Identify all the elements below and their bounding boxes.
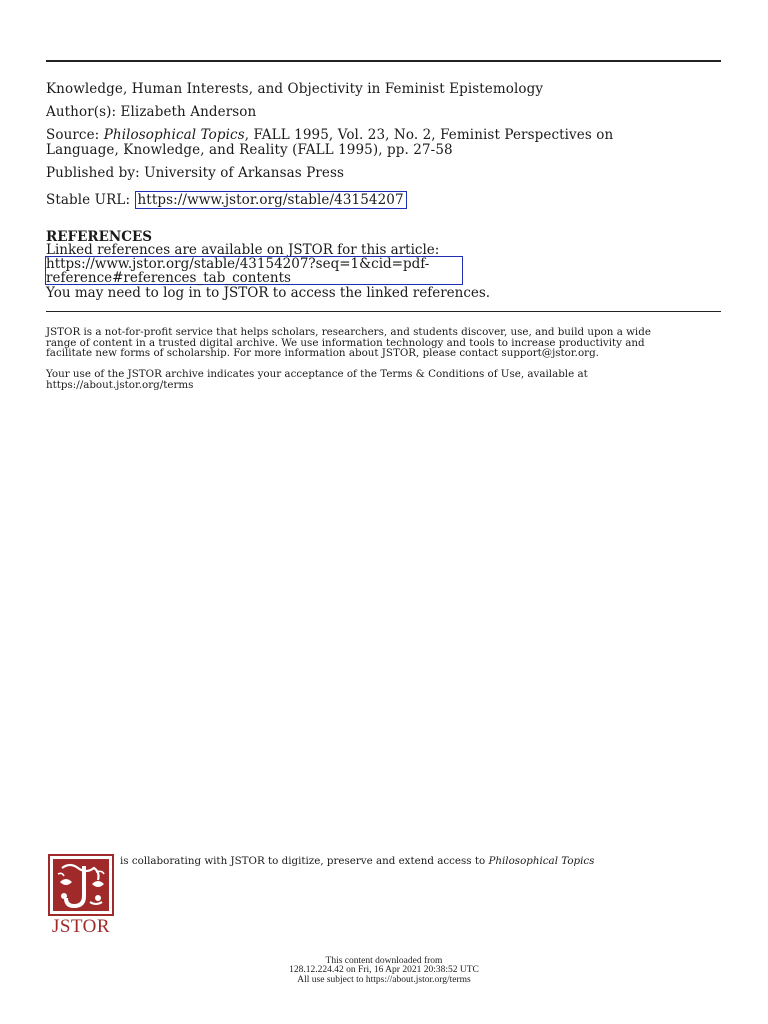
published-by: Published by: University of Arkansas Press (46, 165, 345, 181)
article-source (46, 127, 613, 143)
collaboration-journal: Philosophical Topics (488, 855, 595, 867)
jstor-logo (48, 854, 114, 936)
notice-line-3: facilitate new forms of scholarship. For more information about JSTOR, please contact support@jstor.org. (46, 347, 599, 359)
references-link-line-1[interactable]: https://www.jstor.org/stable/43154207?seq=1&cid=pdf- (46, 256, 430, 272)
source-journal: Philosophical Topics (103, 127, 245, 143)
stable-url-label: Stable URL: (46, 192, 135, 208)
divider-rule (46, 311, 721, 312)
references-heading: REFERENCES (46, 229, 153, 245)
download-footer-line-2: 128.12.224.42 on Fri, 16 Apr 2021 20:38:52 UTC (289, 965, 479, 975)
notice-line-1: JSTOR is a not-for-profit service that helps scholars, researchers, and students discover, use, and build upon a wide (46, 326, 651, 338)
stable-url (46, 192, 407, 208)
references-login-note: You may need to log in to JSTOR to access the linked references. (46, 285, 491, 301)
jstor-seal-icon (48, 854, 114, 916)
terms-line-2: https://about.jstor.org/terms (46, 379, 194, 391)
download-footer-line-1: This content downloaded from (325, 956, 443, 966)
article-author: Author(s): Elizabeth Anderson (46, 104, 257, 120)
source-details: , FALL 1995, Vol. 23, No. 2, Feminist Perspectives on (244, 127, 614, 143)
jstor-logo-word: JSTOR (51, 916, 111, 937)
download-footer-line-3: All use subject to https://about.jstor.org/terms (297, 975, 471, 985)
source-line-2: Language, Knowledge, and Reality (FALL 1995), pp. 27-58 (46, 142, 453, 158)
article-title: Knowledge, Human Interests, and Objectivity in Feminist Epistemology (46, 81, 544, 97)
notice-line-2: range of content in a trusted digital archive. We use information technology and tools to increase productivity and (46, 337, 645, 349)
references-intro: Linked references are available on JSTOR for this article: (46, 242, 440, 258)
source-prefix: Source: (46, 127, 104, 143)
collaboration-note (120, 855, 594, 867)
references-link-line-2[interactable]: reference#references_tab_contents (46, 270, 291, 286)
top-rule (46, 60, 721, 62)
collaboration-text: is collaborating with JSTOR to digitize, preserve and extend access to (120, 855, 489, 867)
terms-line-1: Your use of the JSTOR archive indicates your acceptance of the Terms & Conditions of Use, available at (46, 368, 588, 380)
stable-url-link[interactable]: https://www.jstor.org/stable/43154207 (135, 191, 407, 209)
